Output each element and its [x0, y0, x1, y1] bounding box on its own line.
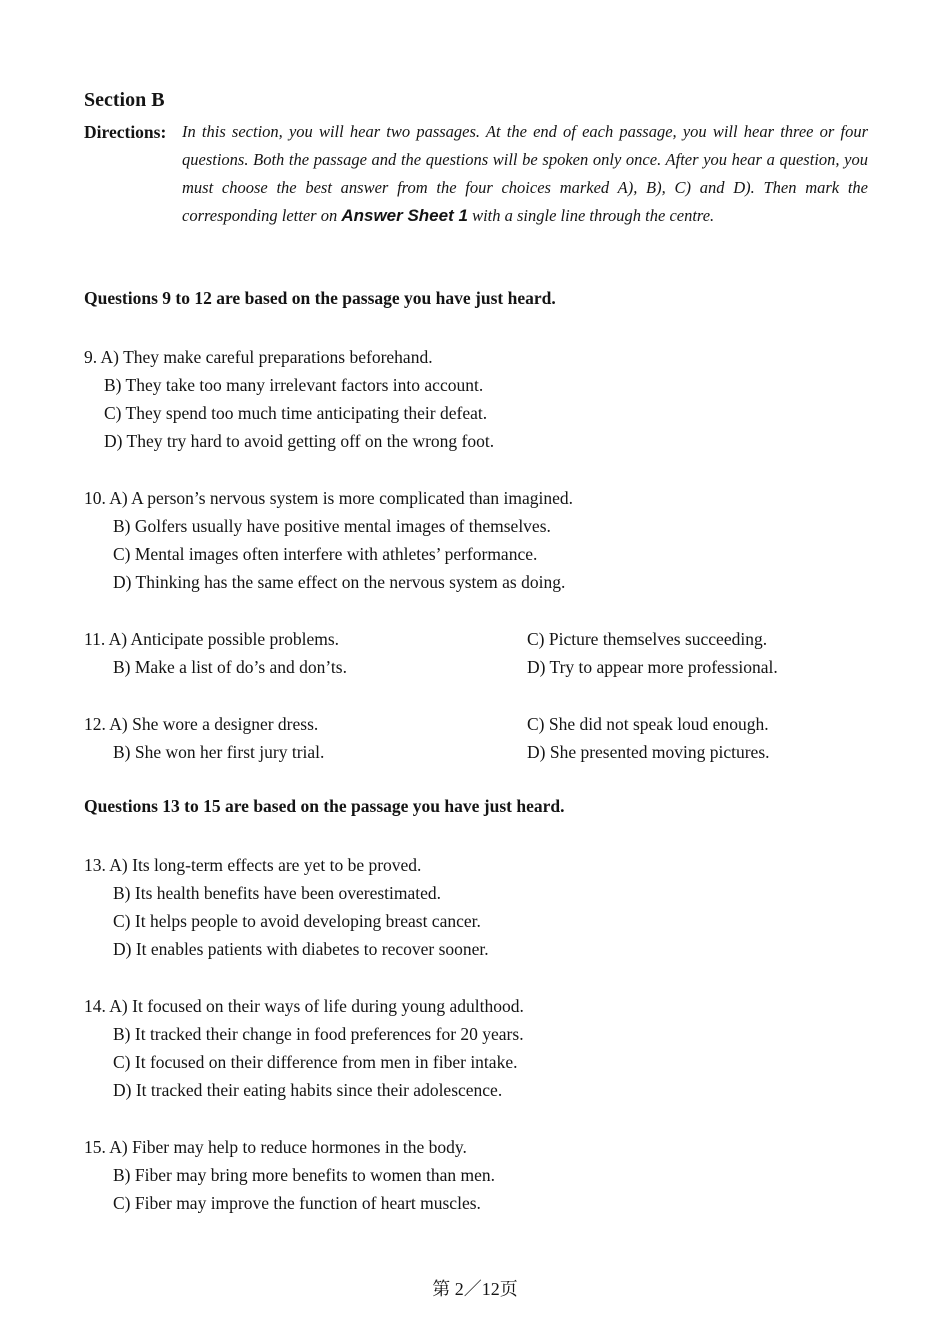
option-15a [84, 1133, 884, 1161]
question-9 [84, 343, 884, 455]
question-12-row2 [84, 738, 884, 766]
option-12b: B) She won her first jury trial. [113, 742, 325, 762]
option-9c: C) They spend too much time anticipating their defeat. [104, 403, 488, 423]
option-text: A) Anticipate possible problems. [108, 629, 340, 649]
option-text: A) It focused on their ways of life during young adulthood. [109, 996, 524, 1016]
option-9d: D) They try hard to avoid getting off on the wrong foot. [104, 431, 495, 451]
option-13a [84, 851, 884, 879]
directions-text [182, 118, 868, 230]
option-13d: D) It enables patients with diabetes to recover sooner. [113, 939, 489, 959]
directions-text-part1: In this section, you will hear two passages. At the end of each passage, you will hear three or four questions. Both the passage and the questions will be spoken only once. After you hear a question, you must choose the best answer from the four choices marked A), B), C) and D). Then mark the corresponding letter on [182, 122, 868, 225]
option-14c: C) It focused on their difference from men in fiber intake. [113, 1052, 518, 1072]
option-14d: D) It tracked their eating habits since their adolescence. [113, 1080, 503, 1100]
option-9a [84, 343, 884, 371]
question-13 [84, 851, 884, 963]
option-15c: C) Fiber may improve the function of heart muscles. [113, 1193, 481, 1213]
directions-block [84, 118, 868, 230]
question-number: 12. [84, 714, 106, 734]
page-number-footer: 第 2／12页 [432, 1279, 518, 1299]
option-10c: C) Mental images often interfere with athletes’ performance. [113, 544, 538, 564]
group-heading-13-15: Questions 13 to 15 are based on the passage you have just heard. [84, 796, 565, 816]
group-heading-9-12: Questions 9 to 12 are based on the passage you have just heard. [84, 288, 556, 308]
question-number: 15. [84, 1137, 106, 1157]
option-11a [84, 629, 339, 649]
option-9b: B) They take too many irrelevant factors into account. [104, 375, 484, 395]
section-title: Section B [84, 89, 165, 111]
option-text: A) Its long-term effects are yet to be proved. [109, 855, 422, 875]
option-13b: B) Its health benefits have been overestimated. [113, 883, 442, 903]
question-number: 10. [84, 488, 106, 508]
option-10b: B) Golfers usually have positive mental images of themselves. [113, 516, 551, 536]
question-15 [84, 1133, 884, 1217]
directions-colon: : [160, 122, 167, 142]
option-text: A) A person’s nervous system is more complicated than imagined. [109, 488, 573, 508]
question-12 [84, 710, 884, 766]
option-13c: C) It helps people to avoid developing breast cancer. [113, 911, 481, 931]
question-11-row1 [84, 625, 884, 653]
option-text: A) They make careful preparations beforehand. [100, 347, 433, 367]
option-14a [84, 992, 884, 1020]
option-12a [84, 714, 318, 734]
directions-text-part2: with a single line through the centre. [467, 206, 715, 225]
option-14b: B) It tracked their change in food preferences for 20 years. [113, 1024, 524, 1044]
option-11c: C) Picture themselves succeeding. [527, 629, 768, 649]
option-10d: D) Thinking has the same effect on the nervous system as doing. [113, 572, 566, 592]
option-11b: B) Make a list of do’s and don’ts. [113, 657, 347, 677]
option-11d: D) Try to appear more professional. [527, 657, 778, 677]
question-number: 9. [84, 347, 98, 367]
answer-sheet-label: Answer Sheet 1 [341, 206, 468, 225]
question-11 [84, 625, 884, 681]
option-12c: C) She did not speak loud enough. [527, 714, 769, 734]
option-text: A) Fiber may help to reduce hormones in the body. [109, 1137, 467, 1157]
directions-label [84, 118, 166, 146]
option-10a [84, 484, 884, 512]
question-number: 11. [84, 629, 106, 649]
question-10 [84, 484, 884, 596]
question-number: 13. [84, 855, 106, 875]
option-15b: B) Fiber may bring more benefits to women than men. [113, 1165, 496, 1185]
question-12-row1 [84, 710, 884, 738]
directions-label-text: Directions [84, 122, 161, 142]
question-number: 14. [84, 996, 106, 1016]
option-12d: D) She presented moving pictures. [527, 742, 770, 762]
option-text: A) She wore a designer dress. [109, 714, 319, 734]
question-11-row2 [84, 653, 884, 681]
question-14 [84, 992, 884, 1104]
